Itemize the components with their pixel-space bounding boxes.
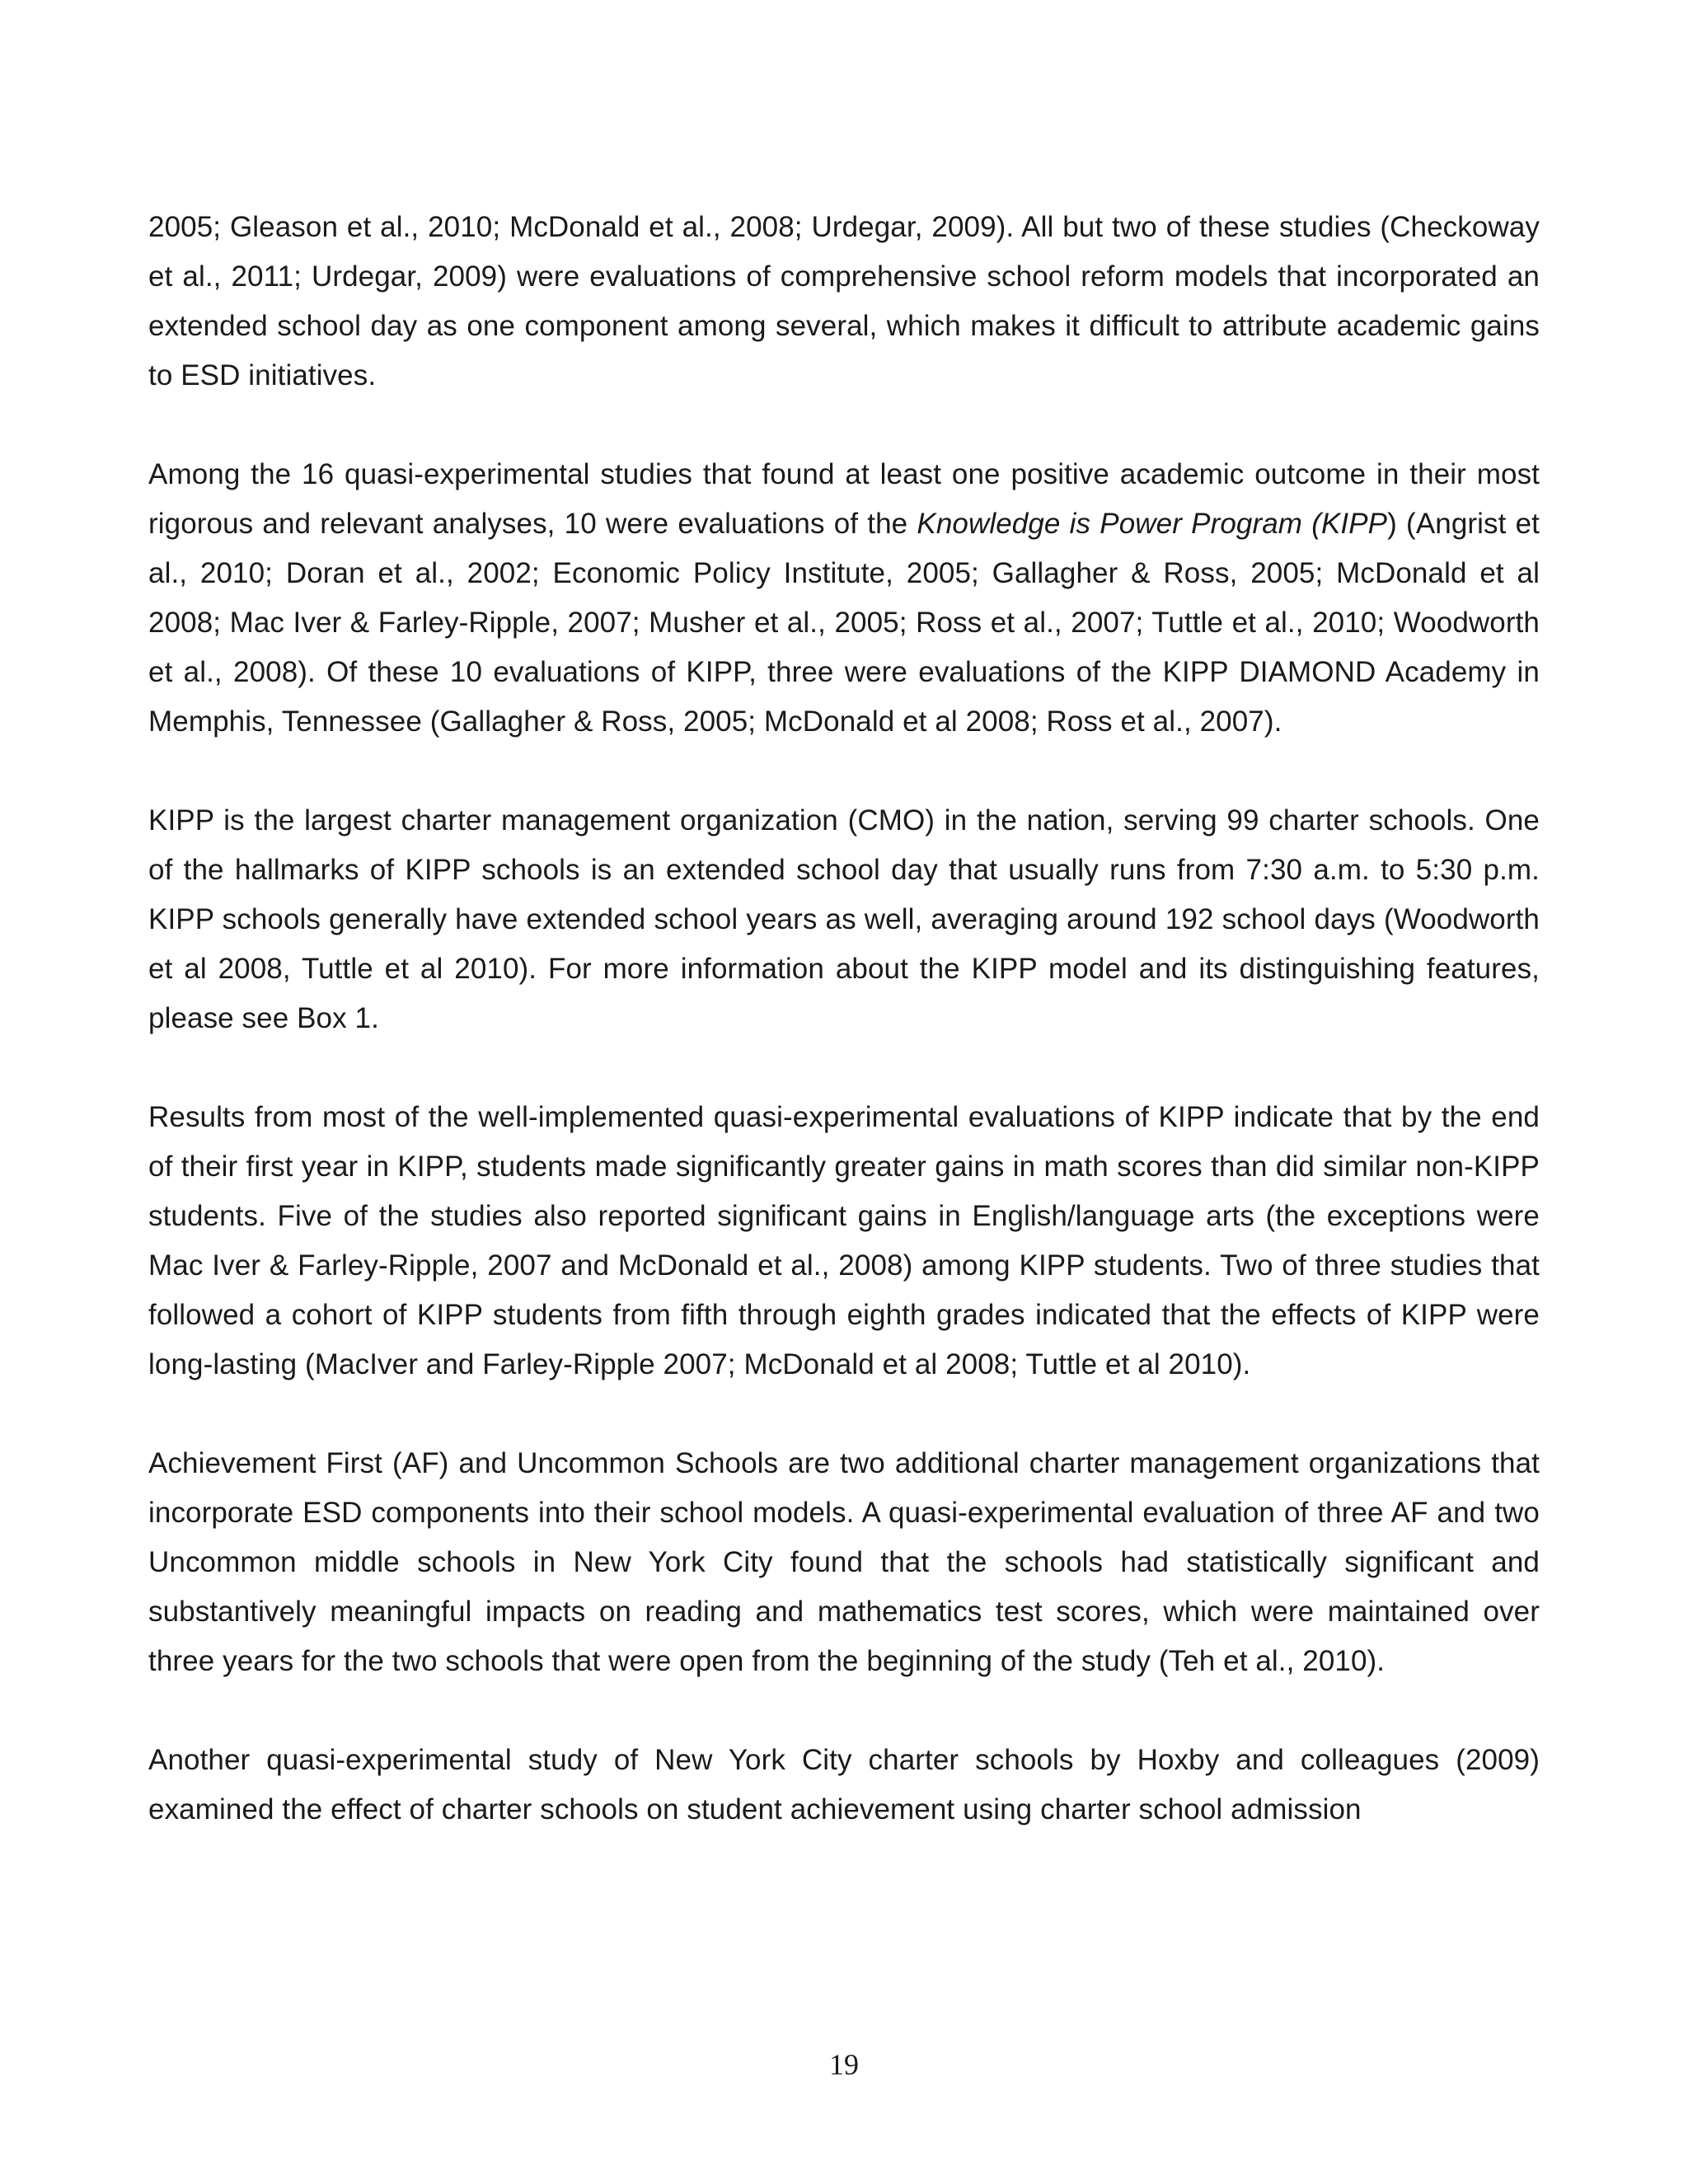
paragraph-3-kipp-overview: KIPP is the largest charter management organization (CMO) in the nation, serving 99 charter schools. One of the hallmarks of KIPP schools is an extended school day that usually runs from 7:30 a.m. to 5:30 p.m. KIPP schools generally have extended school years as well, averaging around 192 school days (Woodworth et al 2008, Tuttle et al 2010). For more information about the KIPP model and its distinguishing features, please see Box 1. <box>148 804 1540 1034</box>
paragraph-2-kipp-studies <box>148 450 1540 747</box>
paragraph-2-lead: Among the 16 quasi-experimental studies that found at least one positive academic outcome in their most rigorous and relevant analyses, 10 were evaluations of the <box>148 458 1540 540</box>
paragraph-1: 2005; Gleason et al., 2010; McDonald et al., 2008; Urdegar, 2009). All but two of these studies (Checkoway et al., 2011; Urdegar, 2009) were evaluations of comprehensive school reform models that incorporated an extended school day as one component among several, which makes it difficult to attribute academic gains to ESD initiatives. <box>148 211 1540 391</box>
program-name-italic: Knowledge is Power Program (KIPP <box>917 508 1388 540</box>
paragraph-4-kipp-results: Results from most of the well-implemented quasi-experimental evaluations of KIPP indicate that by the end of their first year in KIPP, students made significantly greater gains in math scores than did similar non-KIPP students. Five of the studies also reported significant gains in English/language arts (the exceptions were Mac Iver & Farley-Ripple, 2007 and McDonald et al., 2008) among KIPP students. Two of three studies that followed a cohort of KIPP students from fifth through eighth grades indicated that the effects of KIPP were long-lasting (MacIver and Farley-Ripple 2007; McDonald et al 2008; Tuttle et al 2010). <box>148 1101 1540 1380</box>
document-body <box>148 203 1540 1884</box>
paragraph-6-hoxby-study: Another quasi-experimental study of New York City charter schools by Hoxby and colleagues (2009) examined the effect of charter schools on student achievement using charter school admission <box>148 1744 1540 1825</box>
paragraph-2-tail: ) (Angrist et al., 2010; Doran et al., 2002; Economic Policy Institute, 2005; Gallagher & Ross, 2005; McDonald et al 2008; Mac Iver & Farley-Ripple, 2007; Musher et al., 2005; Ross et al., 2007; Tuttle et al., 2010; Woodworth et al., 2008). Of these 10 evaluations of KIPP, three were evaluations of the KIPP DIAMOND Academy in Memphis, Tennessee (Gallagher & Ross, 2005; McDonald et al 2008; Ross et al., 2007). <box>148 508 1540 738</box>
paragraph-5-achievement-first: Achievement First (AF) and Uncommon Schools are two additional charter management organizations that incorporate ESD components into their school models. A quasi-experimental evaluation of three AF and two Uncommon middle schools in New York City found that the schools had statistically significant and substantively meaningful impacts on reading and mathematics test scores, which were maintained over three years for the two schools that were open from the beginning of the study (Teh et al., 2010). <box>148 1447 1540 1677</box>
page-number: 19 <box>829 2048 859 2081</box>
